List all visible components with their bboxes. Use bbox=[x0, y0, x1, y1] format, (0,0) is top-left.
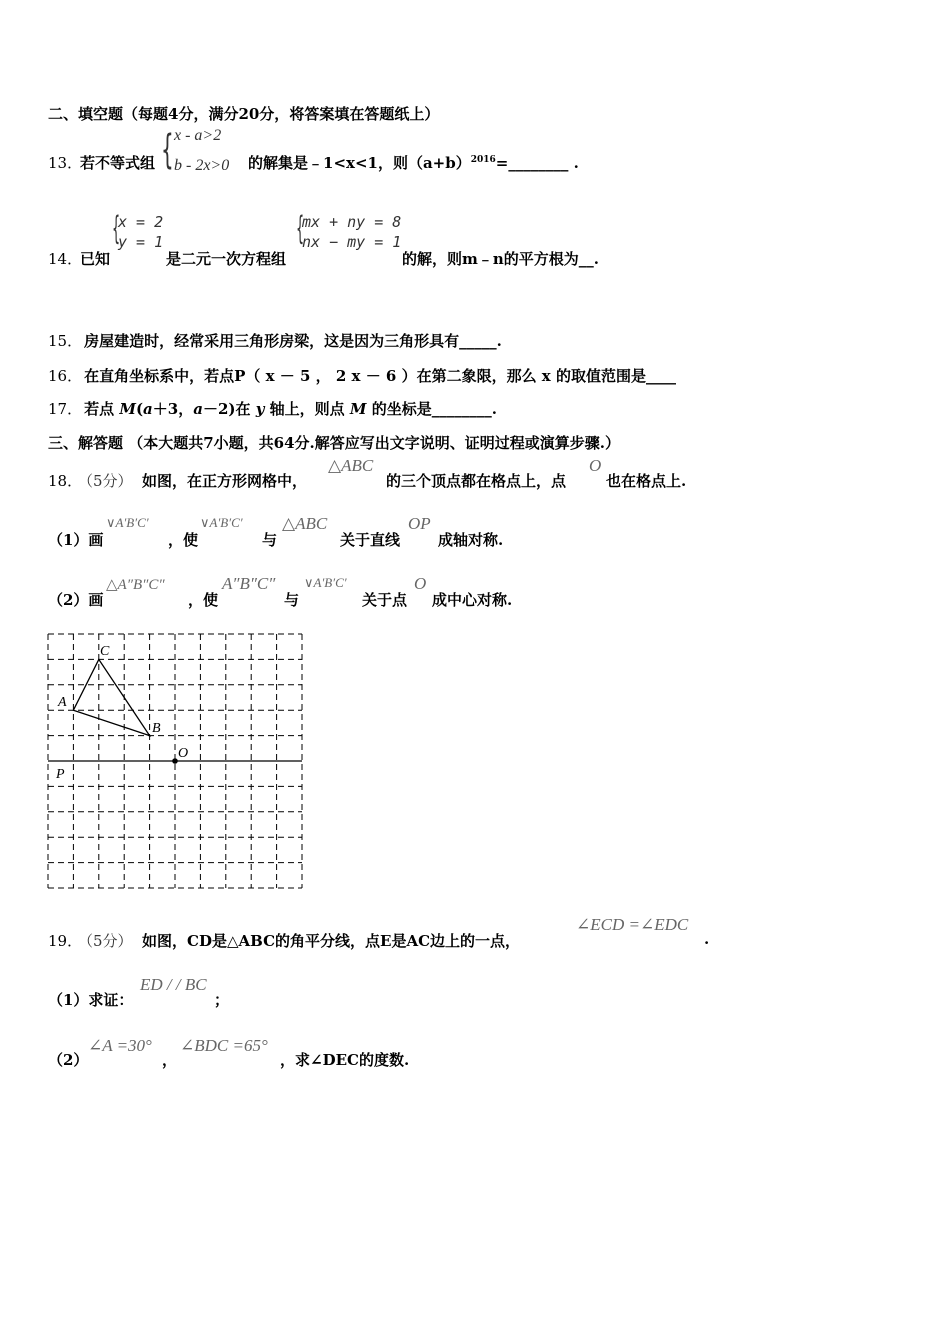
question-text: 如图，CD是△ABC的角平分线，点E是AC边上的一点， bbox=[142, 932, 521, 950]
grid-figure bbox=[40, 628, 312, 894]
angle-bdc: ∠BDC =65° bbox=[180, 1036, 268, 1055]
question-number: 13． bbox=[48, 154, 83, 172]
question-score: （5分） bbox=[78, 472, 133, 490]
question-text: 房屋建造时，经常采用三角形房梁，这是因为三角形具有_____. bbox=[84, 332, 502, 350]
part-label: （2）画 bbox=[48, 591, 104, 609]
label-b: B bbox=[152, 721, 161, 736]
part-text: 与 bbox=[262, 531, 278, 549]
triangle-a1b1c1: ∨A′B′C′ bbox=[106, 515, 149, 530]
point-o: O bbox=[589, 456, 602, 475]
question-number: 14． bbox=[48, 250, 83, 268]
part-text: ，求∠DEC的度数. bbox=[280, 1051, 410, 1069]
question-number: 15． bbox=[48, 332, 83, 350]
left-brace-icon: { bbox=[112, 209, 121, 247]
triangle-abc: △ABC bbox=[282, 514, 328, 533]
section-2-heading: 二、填空题（每题4分，满分20分，将答案填在答题纸上） bbox=[48, 105, 440, 123]
angle-a: ∠A =30° bbox=[88, 1036, 152, 1055]
equation-2: nx − my = 1 bbox=[302, 233, 402, 251]
question-text-2: . bbox=[704, 930, 710, 948]
question-number: 17． bbox=[48, 400, 83, 418]
inequality-2: b - 2x>0 bbox=[174, 157, 230, 174]
point-o: O bbox=[414, 574, 427, 593]
question-text: 在直角坐标系中，若点P（ x － 5 ， 2 x － 6 ）在第二象限，那么 x 的取值范围是____ bbox=[84, 367, 676, 385]
triangle-abc: △ABC bbox=[328, 456, 374, 475]
question-text-3: 的解，则m﹣n的平方根为__. bbox=[402, 250, 600, 268]
question-text: 若点 M(a＋3，a－2)在 y 轴上，则点 M 的坐标是________. bbox=[84, 400, 497, 418]
line-op: OP bbox=[408, 514, 431, 533]
part-text: ，使 bbox=[188, 591, 219, 609]
question-15 bbox=[48, 330, 502, 351]
part-label: （1）画 bbox=[48, 531, 104, 549]
label-a: A bbox=[58, 695, 67, 710]
question-score: （5分） bbox=[78, 932, 133, 950]
part-text: 成轴对称. bbox=[438, 531, 504, 549]
solution-x: x = 2 bbox=[118, 213, 164, 231]
question-text-2: 的三个顶点都在格点上，点 bbox=[386, 472, 567, 490]
left-brace-icon: { bbox=[296, 209, 305, 247]
part-label: （2） bbox=[48, 1051, 89, 1069]
section-3-heading: 三、解答题 （本大题共7小题，共64分.解答应写出文字说明、证明过程或演算步骤.） bbox=[48, 434, 620, 452]
question-text: 已知 bbox=[80, 250, 111, 268]
question-text-3: 也在格点上. bbox=[606, 472, 687, 490]
label-o: O bbox=[178, 746, 189, 761]
part-text: ， bbox=[162, 1051, 178, 1069]
q18-part-2 bbox=[48, 572, 898, 612]
question-text-2: 的解集是﹣1<x<1，则$(a+b)^{2016}=\_\_\_\_\_\_\_\_$ . bbox=[248, 154, 579, 172]
label-c: C bbox=[100, 644, 110, 659]
question-text-2: 是二元一次方程组 bbox=[166, 250, 287, 268]
question-text: 若不等式组 bbox=[80, 154, 156, 172]
question-number: 19． bbox=[48, 932, 83, 950]
q19-part-2 bbox=[48, 1034, 648, 1074]
part-label: （1）求证： bbox=[48, 991, 134, 1009]
question-number: 16． bbox=[48, 367, 83, 385]
triangle-a1b1c1: ∨A′B′C′ bbox=[304, 575, 347, 590]
triangle-a2b2c2: △A″B″C″ bbox=[106, 577, 165, 593]
question-16 bbox=[48, 365, 676, 386]
equation-1: mx + ny = 8 bbox=[302, 213, 402, 231]
angle-condition: ∠ECD =∠EDC bbox=[576, 915, 689, 934]
question-18 bbox=[48, 454, 898, 504]
inequality-1: x - a>2 bbox=[174, 127, 222, 144]
triangle-a1b1c1: ∨A′B′C′ bbox=[200, 515, 243, 530]
triangle-abc-shape bbox=[73, 659, 149, 735]
question-text: 如图，在正方形网格中， bbox=[142, 472, 308, 490]
part-text: 成中心对称. bbox=[432, 591, 513, 609]
left-brace-icon: { bbox=[161, 127, 174, 173]
part-text: ，使 bbox=[168, 531, 199, 549]
point-o-dot bbox=[172, 758, 178, 764]
part-text: 关于直线 bbox=[340, 531, 401, 549]
part-text: 关于点 bbox=[362, 591, 408, 609]
question-19 bbox=[48, 912, 908, 952]
q19-part-1 bbox=[48, 972, 448, 1012]
solution-y: y = 1 bbox=[118, 233, 164, 251]
triangle-a2b2c2: A″B″C″ bbox=[222, 574, 276, 593]
part-text: ； bbox=[214, 991, 230, 1009]
q18-part-1 bbox=[48, 512, 898, 552]
question-17 bbox=[48, 398, 497, 419]
question-number: 18． bbox=[48, 472, 83, 490]
label-p: P bbox=[56, 767, 65, 782]
parallel-statement: ED / / BC bbox=[140, 975, 207, 994]
part-text: 与 bbox=[284, 591, 300, 609]
